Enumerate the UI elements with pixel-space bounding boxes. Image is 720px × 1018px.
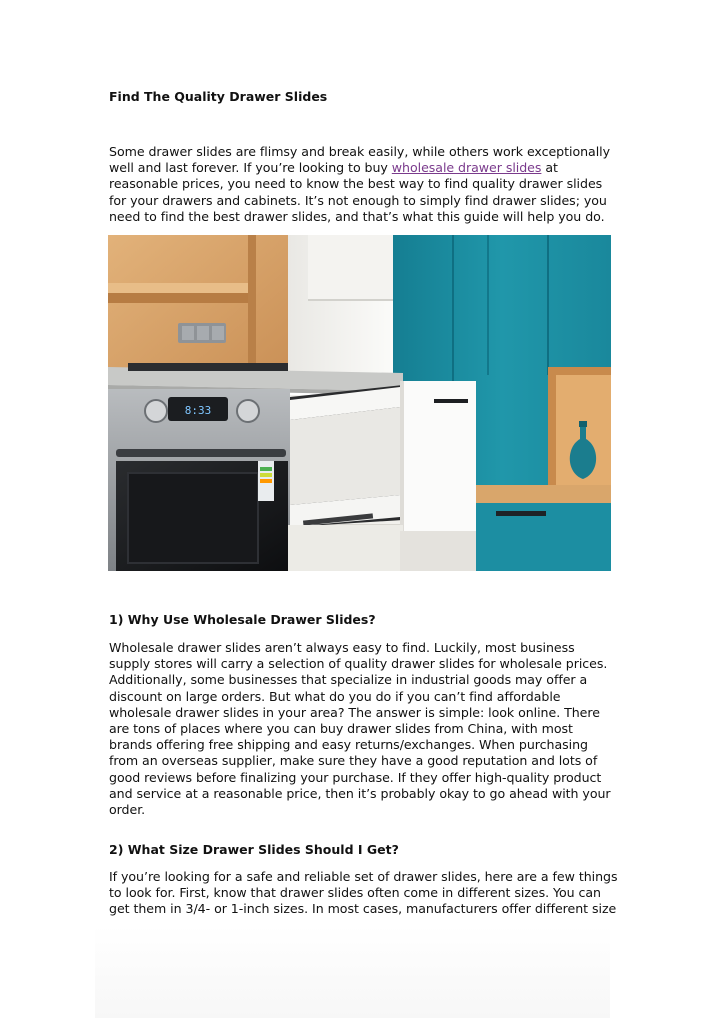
page-bottom-shade xyxy=(95,925,610,1018)
section-2-body: If you’re looking for a safe and reliable set of drawer slides, here are a few things to look for. First, know that drawer slides often come in different sizes. You can get them in 3/4- or 1-inch sizes. In most cases, manufacturers offer different size xyxy=(109,869,618,917)
oven-display-text: 8:33 xyxy=(184,404,212,417)
intro-paragraph xyxy=(109,144,619,225)
intro-text-after-link: at reasonable prices, you need to know the best way to find quality drawer slides for your drawers and cabinets. It’s not enough to simply find drawer slides; you need to find the best drawer slides, and that’s what this guide will help you do. xyxy=(109,160,607,224)
wholesale-drawer-slides-link[interactable]: wholesale drawer slides xyxy=(391,160,542,176)
section-2-heading: 2) What Size Drawer Slides Should I Get? xyxy=(109,842,399,857)
page-title: Find The Quality Drawer Slides xyxy=(109,89,328,104)
section-1-body: Wholesale drawer slides aren’t always easy to find. Luckily, most business supply stores will carry a selection of quality drawer slides for wholesale prices. Additionally, some businesses that specialize in industrial goods may offer a discount on large orders. But what do you do if you can’t find affordable wholesale drawer slides in your area? The answer is simple: look online. There are tons of places where you can buy drawer slides from China, with most brands offering free shipping and easy returns/exchanges. When purchasing from an overseas supplier, make sure they have a good reputation and lots of good reviews before finalizing your purchase. If they offer high-quality product and service at a reasonable price, then it’s probably okay to go ahead with your order. xyxy=(109,640,611,818)
intro-text-before-link: Some drawer slides are flimsy and break easily, while others work exceptionally well and last forever. If you’re looking to buy xyxy=(109,144,611,176)
section-1-heading: 1) Why Use Wholesale Drawer Slides? xyxy=(109,612,376,627)
kitchen-drawer-photo xyxy=(108,235,611,571)
